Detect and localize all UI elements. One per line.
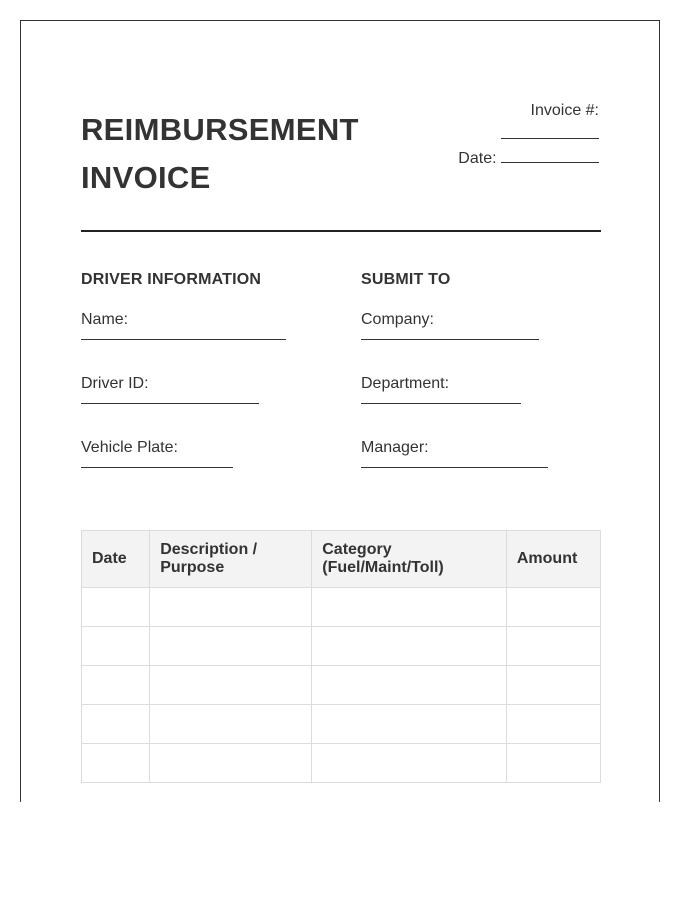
driver-id-blank[interactable] [81,403,259,404]
invoice-date-row [458,147,599,171]
vehicle-plate-field [81,437,286,501]
company-field [361,309,548,373]
column-header-description: Description / Purpose [150,531,312,588]
table-cell-category[interactable] [312,627,507,666]
table-row [82,744,601,783]
table-cell-description[interactable] [150,627,312,666]
driver-information-heading: DRIVER INFORMATION [81,271,262,288]
company-blank[interactable] [361,339,539,340]
table-cell-date[interactable] [82,588,150,627]
driver-information-section [81,269,286,501]
column-header-amount: Amount [506,531,600,588]
table-cell-date[interactable] [82,666,150,705]
column-header-category: Category (Fuel/Maint/Toll) [312,531,507,588]
title-line-1: REIMBURSEMENT [81,112,359,147]
expense-table-body [82,588,601,783]
table-cell-date[interactable] [82,744,150,783]
manager-blank[interactable] [361,467,548,468]
table-cell-amount[interactable] [506,588,600,627]
invoice-meta [458,99,599,171]
department-label: Department: [361,375,450,392]
invoice-number-blank-row [458,123,599,147]
table-cell-amount[interactable] [506,705,600,744]
vehicle-plate-label: Vehicle Plate: [81,439,178,456]
driver-name-label: Name: [81,311,129,328]
table-cell-amount[interactable] [506,666,600,705]
table-cell-amount[interactable] [506,627,600,666]
table-cell-category[interactable] [312,588,507,627]
table-cell-category[interactable] [312,666,507,705]
table-row [82,588,601,627]
table-cell-amount[interactable] [506,744,600,783]
company-label: Company: [361,311,434,328]
table-cell-description[interactable] [150,744,312,783]
table-cell-category[interactable] [312,705,507,744]
table-cell-date[interactable] [82,627,150,666]
table-header-row [82,531,601,588]
table-row [82,627,601,666]
department-blank[interactable] [361,403,521,404]
vehicle-plate-blank[interactable] [81,467,233,468]
invoice-number-row [458,99,599,123]
invoice-number-blank[interactable] [501,123,599,139]
column-header-date: Date [82,531,150,588]
driver-name-blank[interactable] [81,339,286,340]
table-cell-date[interactable] [82,705,150,744]
table-cell-category[interactable] [312,744,507,783]
expense-table [81,530,601,783]
driver-id-field [81,373,286,437]
table-row [82,666,601,705]
driver-name-field [81,309,286,373]
invoice-number-label: Invoice #: [530,102,599,119]
invoice-date-label: Date: [458,150,497,167]
table-row [82,705,601,744]
submit-to-heading: SUBMIT TO [361,271,451,288]
department-field [361,373,548,437]
manager-label: Manager: [361,439,429,456]
invoice-date-blank[interactable] [501,147,599,163]
page-title [81,106,359,202]
submit-to-section [361,269,548,501]
invoice-page [20,20,660,802]
table-cell-description[interactable] [150,705,312,744]
table-cell-description[interactable] [150,588,312,627]
manager-field [361,437,548,501]
table-cell-description[interactable] [150,666,312,705]
driver-id-label: Driver ID: [81,375,149,392]
title-line-2: INVOICE [81,160,211,195]
header-divider [81,230,601,232]
